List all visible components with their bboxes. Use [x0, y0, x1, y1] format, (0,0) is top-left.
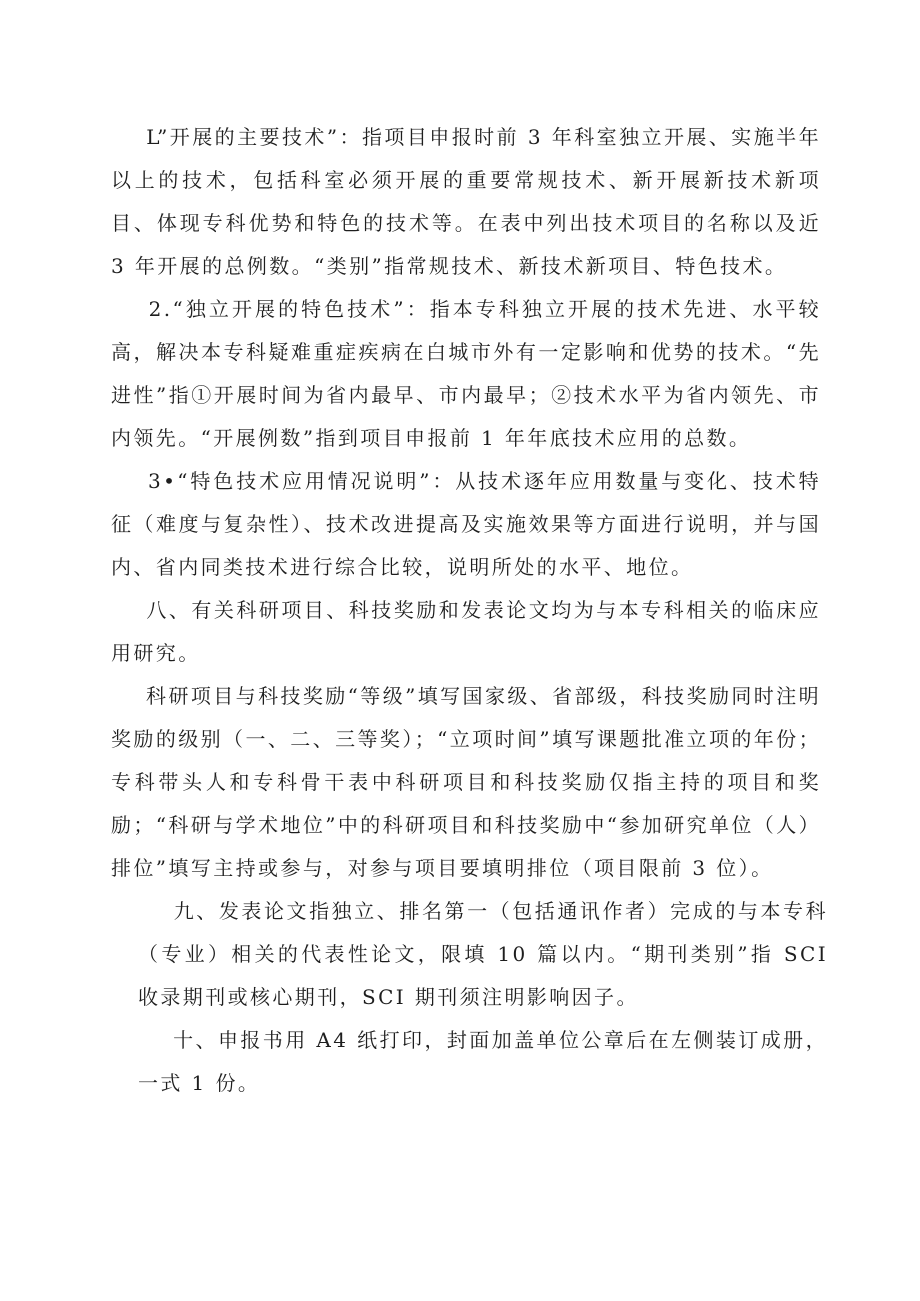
paragraph-research-awards: 科研项目与科技奖励“等级”填写国家级、省部级，科技奖励同时注明奖励的级别（一、二、三等奖）；“立项时间”填写课题批准立项的年份；专科带头人和专科骨干表中科研项目和科技奖励仅指主持的项目和奖励；“科研与学术地位”中的科研项目和科技奖励中“参加研究单位（人）排位”填写主持或参与，对参与项目要填明排位（项目限前 3 位）。: [111, 684, 821, 880]
paragraph-application-notes: 3•“特色技术应用情况说明”：从技术逐年应用数量与变化、技术特征（难度与复杂性）、技术改进提高及实施效果等方面进行说明，并与国内、省内同类技术进行综合比较，说明所处的水平、地位。: [111, 469, 821, 579]
paragraph-main-techniques: L”开展的主要技术”：指项目申报时前 3 年科室独立开展、实施半年以上的技术，包括科室必须开展的重要常规技术、新开展新技术新项目、体现专科优势和特色的技术等。在表中列出技术项目的名称以及近 3 年开展的总例数。“类别”指常规技术、新技术新项目、特色技术。: [111, 125, 830, 278]
paragraph-section-eight: 八、有关科研项目、科技奖励和发表论文均为与本专科相关的临床应用研究。: [111, 598, 821, 665]
paragraph-section-ten: 十、申报书用 A4 纸打印，封面加盖单位公章后在左侧装订成册，一式 1 份。: [138, 1028, 828, 1095]
paragraph-featured-techniques: 2.“独立开展的特色技术”：指本专科独立开展的技术先进、水平较高，解决本专科疑难重症疾病在白城市外有一定影响和优势的技术。“先进性”指①开展时间为省内最早、市内最早；②技术水平为省内领先、市内领先。“开展例数”指到项目申报前 1 年年底技术应用的总数。: [111, 297, 822, 450]
paragraph-section-nine: 九、发表论文指独立、排名第一（包括通讯作者）完成的与本专科（专业）相关的代表性论文，限填 10 篇以内。“期刊类别”指 SCI 收录期刊或核心期刊，SCI 期刊须注明影响因子。: [138, 899, 837, 1009]
